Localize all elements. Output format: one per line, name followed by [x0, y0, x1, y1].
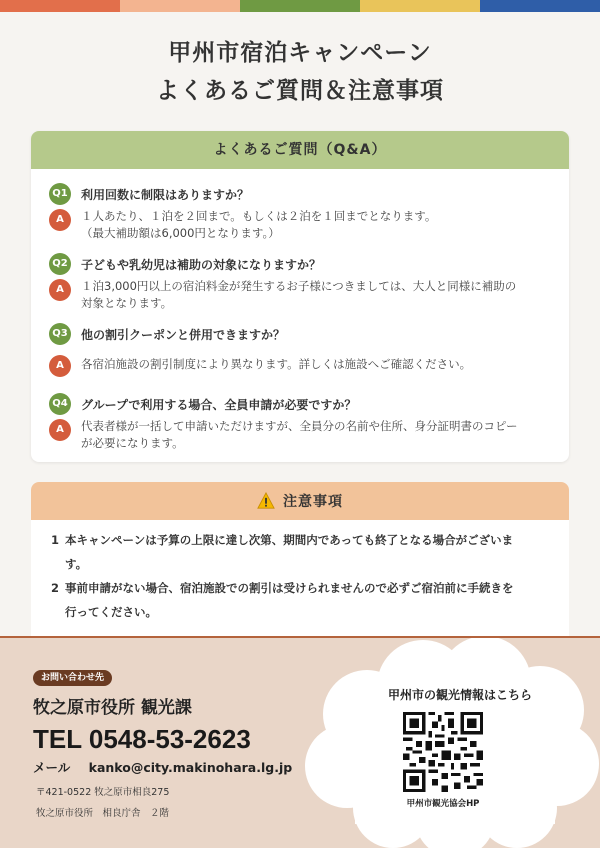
answer-line: 代表者様が一括して申請いただけますが、全員分の名前や住所、身分証明書のコピー	[81, 419, 518, 433]
color-stripe-bar	[0, 0, 600, 12]
note-line: す。	[65, 557, 88, 571]
faq-item	[49, 323, 554, 377]
phone-number[interactable]: TEL 0548-53-2623	[33, 724, 251, 754]
email-label: メール	[33, 760, 71, 775]
faq-item	[49, 253, 554, 312]
answer-line: が必要になります。	[81, 436, 184, 450]
stripe-3	[240, 0, 360, 12]
question-text: グループで利用する場合、全員申請が必要ですか？	[81, 397, 357, 412]
answer-text	[81, 278, 516, 312]
note-line: 事前申請がない場合、宿泊施設での割引は受けられませんので必ずご宿泊前に手続きを	[65, 581, 514, 595]
notes-card	[31, 482, 569, 642]
question-badge: Q4	[49, 393, 71, 415]
notes-header	[31, 482, 569, 520]
title-line-2: よくあるご質問＆注意事項	[156, 78, 444, 104]
note-line: 行ってください。	[65, 605, 157, 619]
answer-line: １人あたり、１泊を２回まで。もしくは２泊を１回までとなります。	[81, 209, 437, 223]
answer-badge: A	[49, 209, 71, 231]
answer-text	[81, 354, 471, 373]
note-text	[65, 528, 513, 576]
note-item	[51, 528, 551, 576]
email-line	[33, 758, 292, 776]
answer-line: 対象となります。	[81, 296, 173, 310]
stripe-5	[480, 0, 600, 12]
stripe-2	[120, 0, 240, 12]
question-badge: Q1	[49, 183, 71, 205]
answer-text	[81, 208, 436, 242]
faq-item	[49, 183, 554, 242]
question-text: 子どもや乳幼児は補助の対象になりますか？	[81, 257, 322, 272]
page-title	[0, 34, 600, 110]
email-address[interactable]: kanko@city.makinohara.lg.jp	[88, 760, 293, 775]
question-text: 利用回数に制限はありますか？	[81, 187, 250, 202]
note-number: 2	[51, 581, 60, 595]
note-text	[65, 576, 514, 624]
answer-text	[81, 418, 518, 452]
warning-icon	[257, 492, 275, 510]
question-text: 他の割引クーポンと併用できますか？	[81, 327, 286, 342]
faq-header: よくあるご質問（Q&A）	[31, 131, 569, 169]
office-name: 牧之原市役所 観光課	[33, 698, 192, 718]
faq-item	[49, 393, 554, 452]
answer-line: １泊3,000円以上の宿泊料金が発生するお子様につきましては、大人と同様に補助の	[81, 279, 517, 293]
stripe-1	[0, 0, 120, 12]
contact-footer	[0, 636, 600, 848]
answer-badge: A	[49, 355, 71, 377]
answer-line: （最大補助額は6,000円となります。）	[81, 226, 280, 240]
qr-caption: 甲州市観光協会HP	[406, 799, 480, 809]
faq-card	[31, 131, 569, 462]
note-item	[51, 576, 551, 624]
notes-title: 注意事項	[283, 494, 343, 510]
answer-badge: A	[49, 279, 71, 301]
address-line-2: 牧之原市役所 相良庁舎 ２階	[36, 808, 170, 819]
promo-title: 甲州市の観光情報はこちら	[387, 688, 532, 702]
note-line: 本キャンペーンは予算の上限に達し次第、期間内であっても終了となる場合がございま	[65, 533, 514, 547]
answer-line: 各宿泊施設の割引制度により異なります。詳しくは施設へご確認ください。	[81, 357, 472, 371]
title-line-1: 甲州市宿泊キャンペーン	[168, 40, 432, 66]
question-badge: Q3	[49, 323, 71, 345]
qr-code-icon[interactable]	[403, 712, 483, 792]
address-line-1: 〒421-0522 牧之原市相良275	[36, 787, 170, 798]
stripe-4	[360, 0, 480, 12]
answer-badge: A	[49, 419, 71, 441]
question-badge: Q2	[49, 253, 71, 275]
note-number: 1	[51, 533, 60, 547]
contact-tag: お問い合わせ先	[33, 670, 112, 686]
